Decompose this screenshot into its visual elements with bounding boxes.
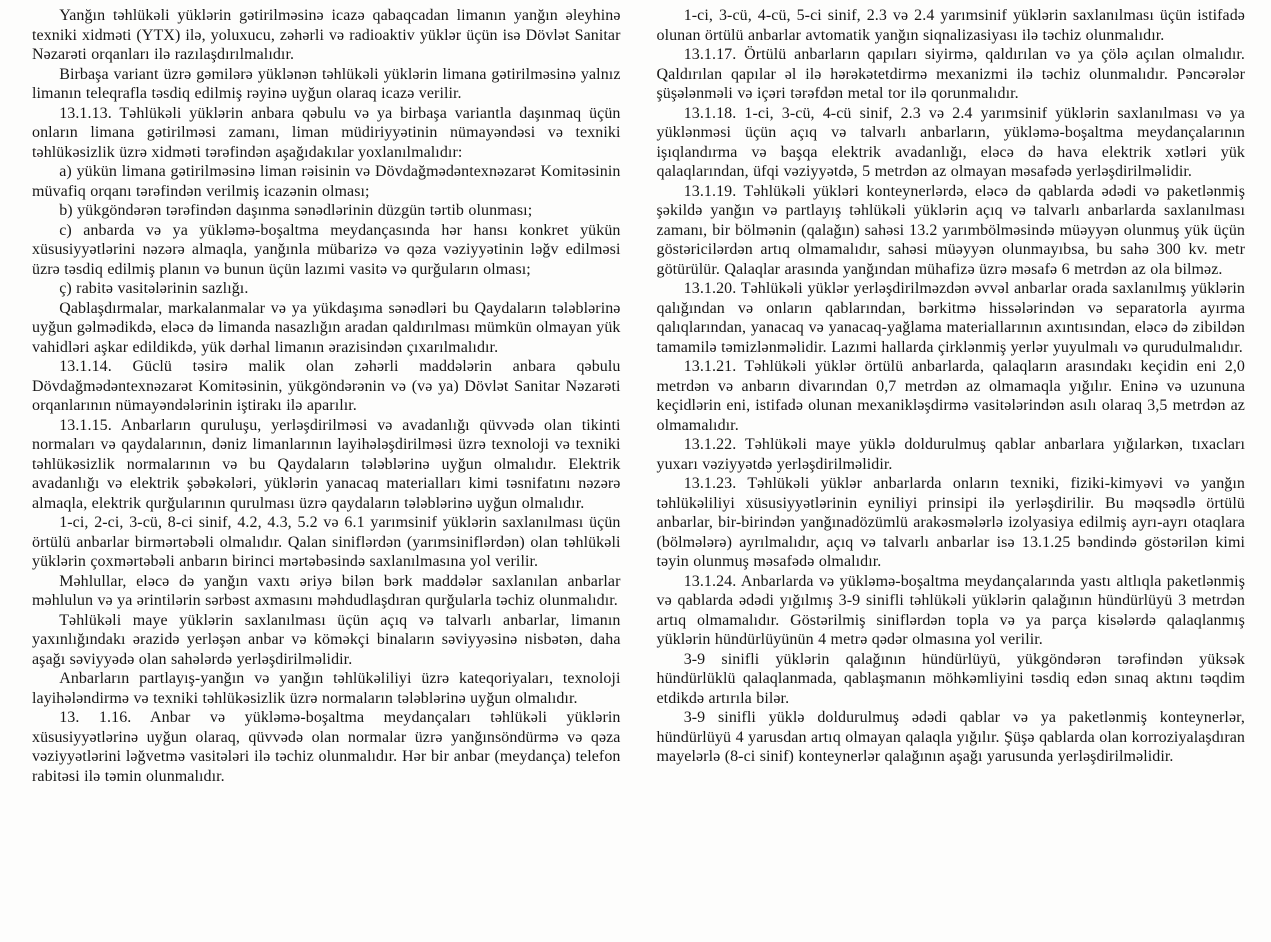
paragraph-13-1-24: 13.1.24. Anbarlarda və yükləmə-boşaltma meydançalarında yastı altlıqla paketlənmiş və qablarda ədədi yığılmış 3-9 sinifli təhlükəli yüklərin qalağının hündürlüyü 3 metrdən artıq olmamalıdır. Göstərilmiş siniflərdən topla və ya parça kisələrdə qalaqlanmış yüklərin hündürlüyünün 4 metrə qədər olmasına yol verilir.: [656, 572, 1245, 648]
list-item-a: a) yükün limana gətirilməsinə liman rəisinin və Dövdağmədəntexnəzarət Komitəsinin müvafiq orqanı tərəfindən verilmiş icazənin olması;: [32, 163, 621, 200]
paragraph-13-1-13: 13.1.13. Təhlükəli yüklərin anbara qəbulu və ya birbaşa variantla daşınmaq üçün onların limana gətirilməsi zamanı, liman müdiriyyətinin nümayəndəsi və texniki təhlükəsizlik üzrə xidməti tərəfindən aşağıdakılar yoxlanılmalıdır:: [32, 104, 621, 161]
paragraph-13-1-18: 13.1.18. 1-ci, 3-cü, 4-cü sinif, 2.3 və 2.4 yarımsinif yüklərin saxlanılması və ya yüklənməsi üçün açıq və talvarlı anbarların, yükləmə-boşaltma meydançalarının işıqlandırma və başqa elektrik avadanlığı, eləcə də hava elektrik xətləri yük qalaqlarından, üfqi vəziyyətdə, 5 metrdən az olmayan məsafədə yerləşdirilməlidir.: [656, 104, 1245, 180]
paragraph-13-1-16: 13. 1.16. Anbar və yükləmə-boşaltma meydançaları təhlükəli yüklərin xüsusiyyətlərinə uyğun olaraq, qüvvədə olan normalar üzrə yanğınsöndürmə və qəza vəziyyətlərini ləğvetmə vasitələri ilə təchiz olunmalıdır. Hər bir anbar (meydança) telefon rabitəsi ilə təmin olunmalıdır.: [32, 709, 621, 785]
paragraph-13-1-23: 13.1.23. Təhlükəli yüklər anbarlarda onların texniki, fiziki-kimyəvi və yanğın təhlükəliliyi xüsusiyyətlərinin eyniliyi prinsipi ilə yerləşdirilir. Bu məqsədlə örtülü anbarlar, bir-birindən yanğınadözümlü arakəsmələrlə izolyasiya edilmiş ayrı-ayrı otaqlara (bölmələrə) ayrılmalıdır, açıq və talvarlı anbarlar isə 13.1.25 bəndində göstərilən kimi təyin olunmuş məsafədə olmalıdır.: [656, 475, 1245, 570]
list-item-ch: ç) rabitə vasitələrinin sazlığı.: [59, 280, 249, 297]
paragraph-explosion-fire-categories: Anbarların partlayış-yanğın və yanğın təhlükəliliyi üzrə kateqoriyaları, texnoloji layihələndirmə və texniki təhlükəsizlik üzrə normaların tələblərinə uyğun olmalıdır.: [32, 670, 621, 707]
right-column: [657, 6, 1246, 934]
paragraph-13-1-14: 13.1.14. Güclü təsirə malik olan zəhərli maddələrin anbara qəbulu Dövdağmədəntexnəzarət Komitəsinin, yükgöndərənin və (və ya) Dövlət Sanitar Nəzarəti orqanlarının nümayəndələrinin iştirakı ilə aparılır.: [32, 358, 621, 414]
paragraph-packaging-removal: Qablaşdırmalar, markalanmalar və ya yükdaşıma sənədləri bu Qaydaların tələblərinə uyğun gəlmədikdə, eləcə də limanda nasazlığın aradan qaldırılması mümkün olmayan yük vahidləri aşkar edildikdə, yük dərhal limanın ərazisindən çıxarılmalıdır.: [32, 299, 621, 356]
paragraph-intro-fire-permit: Yanğın təhlükəli yüklərin gətirilməsinə icazə qabaqcadan limanın yanğın əleyhinə texniki xidməti (YTX) ilə, yoluxucu, zəhərli və radioaktiv yüklər üçün isə Dövlət Sanitar Nəzarəti orqanları ilə razılaşdırılmalıdır.: [32, 7, 621, 63]
paragraph-13-1-17: 13.1.17. Örtülü anbarların qapıları siyirmə, qaldırılan və ya çölə açılan olmalıdır. Qaldırılan qapılar əl ilə hərəkətetdirmə mexanizmi ilə təchiz olunmalıdır. Pəncərələr şüşələnməli və içəri tərəfdən metal tor ilə qorunmalıdır.: [656, 46, 1245, 102]
left-column: [32, 6, 621, 934]
paragraph-13-1-19: 13.1.19. Təhlükəli yükləri konteynerlərdə, eləcə də qablarda ədədi və paketlənmiş şəkildə yanğın və partlayış təhlükəli yüklərin açıq və talvarlı anbarlarda saxlanılması zamanı, bir bölmənin (qalağın) sahəsi 13.2 yarımbölməsində müəyyən olunmuş yük üçün göstəricilərdən artıq olmamalıdır, sahəsi müəyyən olunmayıbsa, bu sahə 300 kv. metr götürülür. Qalaqlar arasında yanğından mühafizə üzrə məsafə 6 metrdən az ola bilməz.: [656, 182, 1245, 278]
paragraph-class-storage-single-storey: 1-ci, 2-ci, 3-cü, 8-ci sinif, 4.2, 4.3, 5.2 və 6.1 yarımsinif yüklərin saxlanılması üçün örtülü anbarlar birmərtəbəli olmalıdır. Qalan siniflərdən (yarımsiniflərdən) olan təhlükəli yüklərin çoxmərtəbəli anbarın birinci mərtəbəsində saxlanılmasına yol verilir.: [32, 514, 621, 570]
paragraph-direct-variant: Birbaşa variant üzrə gəmilərə yüklənən təhlükəli yüklərin limana gətirilməsinə yalnız limanın teleqrafla təsdiq edilmiş rəyinə uyğun olaraq icazə verilir.: [32, 65, 621, 102]
paragraph-13-1-21: 13.1.21. Təhlükəli yüklər örtülü anbarlarda, qalaqların arasındakı keçidin eni 2,0 metrdən və anbarın divarından 0,7 metrdən az olmamaqla yığılır. Eninə və uzununa keçidlərin eni, istifadə olunan mexanikləşdirmə vasitələrindən asılı olaraq 3,5 metrdən az olmamalıdır.: [656, 358, 1245, 434]
paragraph-glass-containers-lower-tier: 3-9 sinifli yüklə doldurulmuş ədədi qablar və ya paketlənmiş konteynerlər, hündürlüyü 4 yarusdan artıq olmayan qalaqla yığılır. Şüşə qablarda olan korroziyalaşdıran mayelərlə (8-ci sinif) konteynerlər qalağının aşağı yarusunda yerləşdirilməlidir.: [656, 709, 1245, 765]
paragraph-automatic-fire-alarm: 1-ci, 3-cü, 4-cü, 5-ci sinif, 2.3 və 2.4 yarımsinif yüklərin saxlanılması üçün istifadə olunan örtülü anbarlar avtomatik yanğın siqnalizasiyası ilə təchiz olunmalıdır.: [656, 7, 1245, 44]
paragraph-13-1-22: 13.1.22. Təhlükəli maye yüklə doldurulmuş qablar anbarlara yığılarkən, tıxacları yuxarı vəziyyətdə yerləşdirilməlidir.: [656, 436, 1245, 473]
list-item-b: b) yükgöndərən tərəfindən daşınma sənədlərinin düzgün tərtib olunması;: [59, 202, 533, 219]
paragraph-stack-height-increase: 3-9 sinifli yüklərin qalağının hündürlüyü, yükgöndərən tərəfindən yüksək hündürlüklü qalaqlanmada, qablaşmanın möhkəmliyini təsdiq edən sınaq aktını təqdim etdikdə artırıla bilər.: [656, 650, 1245, 707]
paragraph-solutions-solid-substances: Məhlullar, eləcə də yanğın vaxtı əriyə bilən bərk maddələr saxlanılan anbarlar məhlulun və ya ərintilərin sərbəst axmasını məhdudlaşdıran qurğularla təchiz olunmalıdır.: [32, 572, 621, 609]
list-item-c: c) anbarda və ya yükləmə-boşaltma meydançasında hər hansı konkret yükün xüsusiyyətlərini nəzərə almaqla, yanğınla mübarizə və qəza vəziyyətinin ləğv edilməsi üzrə təsdiq edilmiş planın və bunun üçün lazımi vasitə və qurğuların olması;: [32, 221, 621, 278]
paragraph-liquid-cargo-warehouses: Təhlükəli maye yüklərin saxlanılması üçün açıq və talvarlı anbarlar, limanın yaxınlığındakı ərazidə yerləşən anbar və köməkçi binaların səviyyəsinə nisbətən, daha aşağı səviyyədə olan sahələrdə yerləşdirilməlidir.: [32, 611, 621, 668]
paragraph-13-1-20: 13.1.20. Təhlükəli yüklər yerləşdirilməzdən əvvəl anbarlar orada saxlanılmış yüklərin qalığından və onların qablarından, bərkitmə hissələrindən və separatorla ayırma qalıqlarından, yanacaq və yanacaq-yağlama materiallarının axıntısından, eləcə də zibildən tamamilə təmizlənməlidir. Lazımi hallarda çirklənmiş yerlər yuyulmalı və qurudulmalıdır.: [656, 280, 1245, 356]
paragraph-13-1-15: 13.1.15. Anbarların quruluşu, yerləşdirilməsi və avadanlığı qüvvədə olan tikinti normaları və qaydalarının, dəniz limanlarının layihələşdirilməsi üzrə texnoloji və texniki təhlükəsizlik normalarının və bu Qaydaların tələblərinə uyğun olmalıdır. Elektrik avadanlığı və elektrik şəbəkələri, yüklərin yanacaq materialları kimi təsnifatını nəzərə almaqla, elektrik qurğularının qurulması üzrə qaydaların tələblərinə uyğun olmalıdır.: [32, 416, 621, 512]
